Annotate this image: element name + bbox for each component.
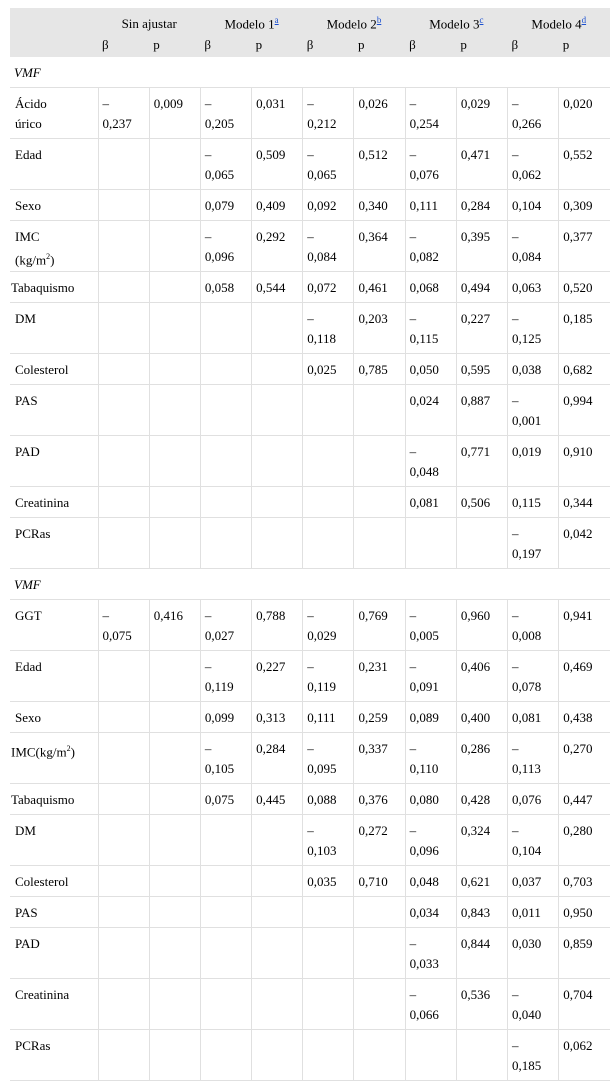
beta-cell (98, 436, 149, 487)
beta-cell (98, 651, 149, 702)
p-header: p (456, 32, 507, 57)
p-value-cell: 0,409 (252, 190, 303, 221)
p-value-cell (149, 979, 200, 1030)
table-row (10, 88, 610, 139)
beta-cell: 0,025 (303, 354, 354, 385)
p-value-cell: 0,552 (559, 139, 610, 190)
beta-cell: 0,092 (303, 190, 354, 221)
p-value-cell (149, 651, 200, 702)
beta-cell: – 0,065 (200, 139, 251, 190)
beta-cell: – 0,082 (405, 221, 456, 272)
model-header (405, 8, 507, 32)
p-value-cell: 0,286 (456, 733, 507, 784)
row-label: Tabaquismo (10, 784, 98, 815)
p-value-cell (149, 518, 200, 569)
table-row (10, 272, 610, 303)
unit-exponent: 2 (66, 744, 71, 753)
beta-cell (98, 385, 149, 436)
beta-cell: 0,058 (200, 272, 251, 303)
beta-header: β (98, 32, 149, 57)
p-value-cell (252, 815, 303, 866)
model-label: Modelo 1 (224, 16, 275, 31)
p-value-cell (354, 385, 405, 436)
p-value-cell (149, 1030, 200, 1081)
p-value-cell: 0,020 (559, 88, 610, 139)
p-value-cell: 0,785 (354, 354, 405, 385)
beta-cell: 0,011 (508, 897, 559, 928)
beta-cell: – 0,118 (303, 303, 354, 354)
p-value-cell (149, 436, 200, 487)
row-label: Tabaquismo (10, 272, 98, 303)
beta-cell (98, 979, 149, 1030)
beta-cell: – 0,096 (200, 221, 251, 272)
p-header: p (354, 32, 405, 57)
beta-cell (200, 1030, 251, 1081)
p-value-cell: 0,771 (456, 436, 507, 487)
beta-cell: – 0,266 (508, 88, 559, 139)
p-value-cell: 0,447 (559, 784, 610, 815)
beta-cell (303, 385, 354, 436)
p-value-cell: 0,185 (559, 303, 610, 354)
p-value-cell: 0,494 (456, 272, 507, 303)
beta-cell: – 0,033 (405, 928, 456, 979)
p-value-cell (354, 518, 405, 569)
beta-cell (200, 928, 251, 979)
beta-cell (200, 866, 251, 897)
beta-cell (98, 221, 149, 272)
table-row (10, 139, 610, 190)
p-value-cell (149, 139, 200, 190)
model-header (508, 8, 610, 32)
p-value-cell (149, 815, 200, 866)
p-value-cell: 0,682 (559, 354, 610, 385)
table-header (10, 8, 610, 57)
p-value-cell: 0,788 (252, 600, 303, 651)
beta-cell (98, 190, 149, 221)
beta-cell: 0,068 (405, 272, 456, 303)
p-value-cell: 0,994 (559, 385, 610, 436)
p-value-cell (149, 702, 200, 733)
p-value-cell (354, 928, 405, 979)
beta-cell: – 0,212 (303, 88, 354, 139)
p-value-cell: 0,031 (252, 88, 303, 139)
model-label: Sin ajustar (121, 16, 177, 31)
p-value-cell: 0,377 (559, 221, 610, 272)
beta-cell (98, 354, 149, 385)
beta-cell: 0,024 (405, 385, 456, 436)
p-value-cell: 0,544 (252, 272, 303, 303)
row-label: GGT (10, 600, 98, 651)
beta-cell: 0,050 (405, 354, 456, 385)
p-value-cell (149, 354, 200, 385)
beta-cell: – 0,104 (508, 815, 559, 866)
beta-cell: – 0,185 (508, 1030, 559, 1081)
beta-cell: 0,035 (303, 866, 354, 897)
row-label: PAS (10, 385, 98, 436)
beta-cell (98, 272, 149, 303)
beta-cell: 0,076 (508, 784, 559, 815)
p-value-cell: 0,445 (252, 784, 303, 815)
p-value-cell (252, 866, 303, 897)
beta-cell (303, 436, 354, 487)
table-row (10, 190, 610, 221)
regression-table (10, 8, 610, 1081)
beta-cell: – 0,110 (405, 733, 456, 784)
p-value-cell: 0,026 (354, 88, 405, 139)
p-value-cell: 0,461 (354, 272, 405, 303)
p-value-cell (456, 1030, 507, 1081)
beta-cell (200, 354, 251, 385)
beta-cell (200, 487, 251, 518)
model-label: Modelo 2 (326, 16, 377, 31)
row-label: Edad (10, 651, 98, 702)
beta-cell: 0,104 (508, 190, 559, 221)
p-value-cell (354, 487, 405, 518)
beta-cell (98, 866, 149, 897)
p-value-cell (252, 436, 303, 487)
beta-header: β (303, 32, 354, 57)
p-header: p (559, 32, 610, 57)
footnote-link[interactable]: a (274, 14, 279, 25)
beta-cell: – 0,103 (303, 815, 354, 866)
p-value-cell: 0,509 (252, 139, 303, 190)
beta-cell (405, 518, 456, 569)
row-label: IMC $(kg/m^2)$ (10, 221, 98, 272)
p-value-cell (149, 866, 200, 897)
p-value-cell (149, 221, 200, 272)
beta-cell: – 0,005 (405, 600, 456, 651)
beta-header: β (508, 32, 559, 57)
unit-exponent: 2 (46, 252, 51, 261)
row-label: Edad (10, 139, 98, 190)
row-label: Colesterol (10, 354, 98, 385)
p-value-cell (149, 487, 200, 518)
p-value-cell (252, 928, 303, 979)
table-row (10, 979, 610, 1030)
beta-cell: 0,075 (200, 784, 251, 815)
table-row (10, 487, 610, 518)
section-row (10, 569, 610, 600)
beta-cell: 0,080 (405, 784, 456, 815)
p-value-cell: 0,887 (456, 385, 507, 436)
p-value-cell: 0,344 (559, 487, 610, 518)
row-label: DM (10, 815, 98, 866)
section-row (10, 57, 610, 88)
p-value-cell: 0,506 (456, 487, 507, 518)
p-value-cell: 0,710 (354, 866, 405, 897)
p-value-cell: 0,340 (354, 190, 405, 221)
p-value-cell: 0,280 (559, 815, 610, 866)
beta-cell (303, 487, 354, 518)
beta-cell: 0,063 (508, 272, 559, 303)
p-value-cell (252, 1030, 303, 1081)
p-value-cell (252, 354, 303, 385)
footnote-link[interactable]: c (479, 14, 484, 25)
beta-cell (98, 733, 149, 784)
p-value-cell: 0,621 (456, 866, 507, 897)
beta-cell: – 0,076 (405, 139, 456, 190)
table-row (10, 784, 610, 815)
beta-cell (98, 487, 149, 518)
beta-cell: – 0,095 (303, 733, 354, 784)
section-title: VMF (10, 57, 610, 88)
p-value-cell: 0,469 (559, 651, 610, 702)
p-value-cell: 0,259 (354, 702, 405, 733)
row-label: Sexo (10, 190, 98, 221)
beta-cell: 0,048 (405, 866, 456, 897)
p-value-cell: 0,416 (149, 600, 200, 651)
p-value-cell: 0,910 (559, 436, 610, 487)
p-value-cell (252, 487, 303, 518)
p-value-cell: 0,292 (252, 221, 303, 272)
beta-cell (98, 784, 149, 815)
beta-cell (98, 702, 149, 733)
p-value-cell: 0,595 (456, 354, 507, 385)
table-row (10, 733, 610, 784)
row-label: PAD (10, 928, 98, 979)
beta-cell: – 0,091 (405, 651, 456, 702)
p-value-cell (149, 928, 200, 979)
model-header (303, 8, 405, 32)
table-row (10, 436, 610, 487)
p-value-cell: 0,941 (559, 600, 610, 651)
table-row (10, 385, 610, 436)
beta-cell: – 0,029 (303, 600, 354, 651)
p-value-cell: 0,704 (559, 979, 610, 1030)
beta-cell: – 0,078 (508, 651, 559, 702)
beta-cell: – 0,105 (200, 733, 251, 784)
beta-cell: – 0,065 (303, 139, 354, 190)
table-row (10, 600, 610, 651)
row-label: DM (10, 303, 98, 354)
p-value-cell: 0,062 (559, 1030, 610, 1081)
beta-cell: – 0,001 (508, 385, 559, 436)
p-value-cell: 0,231 (354, 651, 405, 702)
beta-cell: – 0,027 (200, 600, 251, 651)
p-value-cell (149, 272, 200, 303)
beta-cell (303, 928, 354, 979)
p-value-cell: 0,406 (456, 651, 507, 702)
beta-cell: – 0,084 (303, 221, 354, 272)
beta-cell: – 0,075 (98, 600, 149, 651)
row-label: $IMC(kg/m^2)$ (10, 733, 98, 784)
footnote-link[interactable]: b (376, 14, 382, 25)
p-value-cell: 0,395 (456, 221, 507, 272)
beta-cell: 0,081 (508, 702, 559, 733)
beta-cell: 0,111 (303, 702, 354, 733)
p-value-cell: 0,428 (456, 784, 507, 815)
p-value-cell (252, 303, 303, 354)
beta-cell: 0,088 (303, 784, 354, 815)
row-label: Creatinina (10, 979, 98, 1030)
p-value-cell (354, 1030, 405, 1081)
beta-cell (98, 928, 149, 979)
beta-cell: – 0,197 (508, 518, 559, 569)
beta-cell (303, 1030, 354, 1081)
p-value-cell: 0,364 (354, 221, 405, 272)
header-corner-2 (10, 32, 98, 57)
p-value-cell (252, 385, 303, 436)
beta-cell: – 0,084 (508, 221, 559, 272)
beta-cell: – 0,115 (405, 303, 456, 354)
p-value-cell: 0,272 (354, 815, 405, 866)
row-label: Colesterol (10, 866, 98, 897)
beta-cell (405, 1030, 456, 1081)
p-value-cell: 0,284 (456, 190, 507, 221)
p-value-cell: 0,843 (456, 897, 507, 928)
beta-cell: 0,115 (508, 487, 559, 518)
beta-cell: 0,037 (508, 866, 559, 897)
p-value-cell: 0,227 (456, 303, 507, 354)
p-value-cell: 0,471 (456, 139, 507, 190)
row-label: PCRas (10, 1030, 98, 1081)
p-value-cell (149, 303, 200, 354)
p-value-cell: 0,536 (456, 979, 507, 1030)
section-title: VMF (10, 569, 610, 600)
p-value-cell: 0,309 (559, 190, 610, 221)
p-value-cell (456, 518, 507, 569)
p-value-cell: 0,009 (149, 88, 200, 139)
p-value-cell: 0,844 (456, 928, 507, 979)
beta-cell (303, 979, 354, 1030)
table-row (10, 1030, 610, 1081)
beta-cell: – 0,048 (405, 436, 456, 487)
beta-cell: – 0,237 (98, 88, 149, 139)
p-value-cell (252, 518, 303, 569)
beta-cell: 0,081 (405, 487, 456, 518)
beta-cell (200, 436, 251, 487)
beta-cell: – 0,113 (508, 733, 559, 784)
row-label: PCRas (10, 518, 98, 569)
p-value-cell (149, 190, 200, 221)
beta-cell: 0,019 (508, 436, 559, 487)
model-label: Modelo 3 (429, 16, 480, 31)
beta-cell: – 0,096 (405, 815, 456, 866)
p-value-cell: 0,227 (252, 651, 303, 702)
beta-cell: 0,072 (303, 272, 354, 303)
beta-cell (200, 518, 251, 569)
p-value-cell (149, 385, 200, 436)
beta-cell: 0,089 (405, 702, 456, 733)
beta-cell (303, 518, 354, 569)
beta-cell (303, 897, 354, 928)
table-row (10, 815, 610, 866)
beta-cell (98, 1030, 149, 1081)
beta-cell: – 0,040 (508, 979, 559, 1030)
table-row (10, 651, 610, 702)
p-value-cell: 0,042 (559, 518, 610, 569)
beta-cell: – 0,254 (405, 88, 456, 139)
p-value-cell: 0,029 (456, 88, 507, 139)
row-label: Creatinina (10, 487, 98, 518)
row-label: Sexo (10, 702, 98, 733)
beta-cell: 0,034 (405, 897, 456, 928)
table-row (10, 354, 610, 385)
p-value-cell: 0,703 (559, 866, 610, 897)
table-row (10, 303, 610, 354)
p-value-cell: 0,324 (456, 815, 507, 866)
beta-cell (98, 518, 149, 569)
p-value-cell (354, 436, 405, 487)
p-value-cell: 0,400 (456, 702, 507, 733)
beta-cell (98, 139, 149, 190)
p-value-cell: 0,313 (252, 702, 303, 733)
model-label: Modelo 4 (531, 16, 582, 31)
p-value-cell (354, 897, 405, 928)
model-header (98, 8, 200, 32)
table-row (10, 702, 610, 733)
footnote-link[interactable]: d (581, 14, 587, 25)
p-value-cell: 0,337 (354, 733, 405, 784)
beta-cell: – 0,066 (405, 979, 456, 1030)
beta-cell: 0,079 (200, 190, 251, 221)
p-value-cell: 0,438 (559, 702, 610, 733)
beta-cell (200, 897, 251, 928)
beta-cell: 0,038 (508, 354, 559, 385)
beta-cell: 0,099 (200, 702, 251, 733)
beta-cell: – 0,125 (508, 303, 559, 354)
p-value-cell: 0,284 (252, 733, 303, 784)
beta-cell (200, 815, 251, 866)
p-value-cell: 0,203 (354, 303, 405, 354)
row-label: Ácido úrico (10, 88, 98, 139)
beta-cell (98, 815, 149, 866)
p-value-cell: 0,376 (354, 784, 405, 815)
p-value-cell (252, 979, 303, 1030)
beta-cell: – 0,008 (508, 600, 559, 651)
p-value-cell: 0,270 (559, 733, 610, 784)
table-body (10, 57, 610, 1081)
beta-cell (200, 979, 251, 1030)
beta-cell: – 0,205 (200, 88, 251, 139)
table-row (10, 866, 610, 897)
table-row (10, 518, 610, 569)
beta-cell (98, 897, 149, 928)
beta-cell (200, 303, 251, 354)
beta-cell: – 0,119 (303, 651, 354, 702)
beta-header: β (200, 32, 251, 57)
beta-cell: – 0,119 (200, 651, 251, 702)
header-corner (10, 8, 98, 32)
p-value-cell (149, 733, 200, 784)
model-header (200, 8, 302, 32)
p-value-cell: 0,520 (559, 272, 610, 303)
table-row (10, 221, 610, 272)
row-label: PAS (10, 897, 98, 928)
beta-cell: 0,030 (508, 928, 559, 979)
beta-cell (200, 385, 251, 436)
p-value-cell (252, 897, 303, 928)
p-header: p (252, 32, 303, 57)
p-value-cell (354, 979, 405, 1030)
p-value-cell (149, 897, 200, 928)
beta-cell: – 0,062 (508, 139, 559, 190)
p-value-cell: 0,859 (559, 928, 610, 979)
p-value-cell: 0,960 (456, 600, 507, 651)
beta-cell: 0,111 (405, 190, 456, 221)
table-row (10, 897, 610, 928)
p-value-cell: 0,512 (354, 139, 405, 190)
row-label: PAD (10, 436, 98, 487)
p-value-cell (149, 784, 200, 815)
p-value-cell: 0,950 (559, 897, 610, 928)
beta-cell (98, 303, 149, 354)
beta-header: β (405, 32, 456, 57)
p-value-cell: 0,769 (354, 600, 405, 651)
table-row (10, 928, 610, 979)
p-header: p (149, 32, 200, 57)
